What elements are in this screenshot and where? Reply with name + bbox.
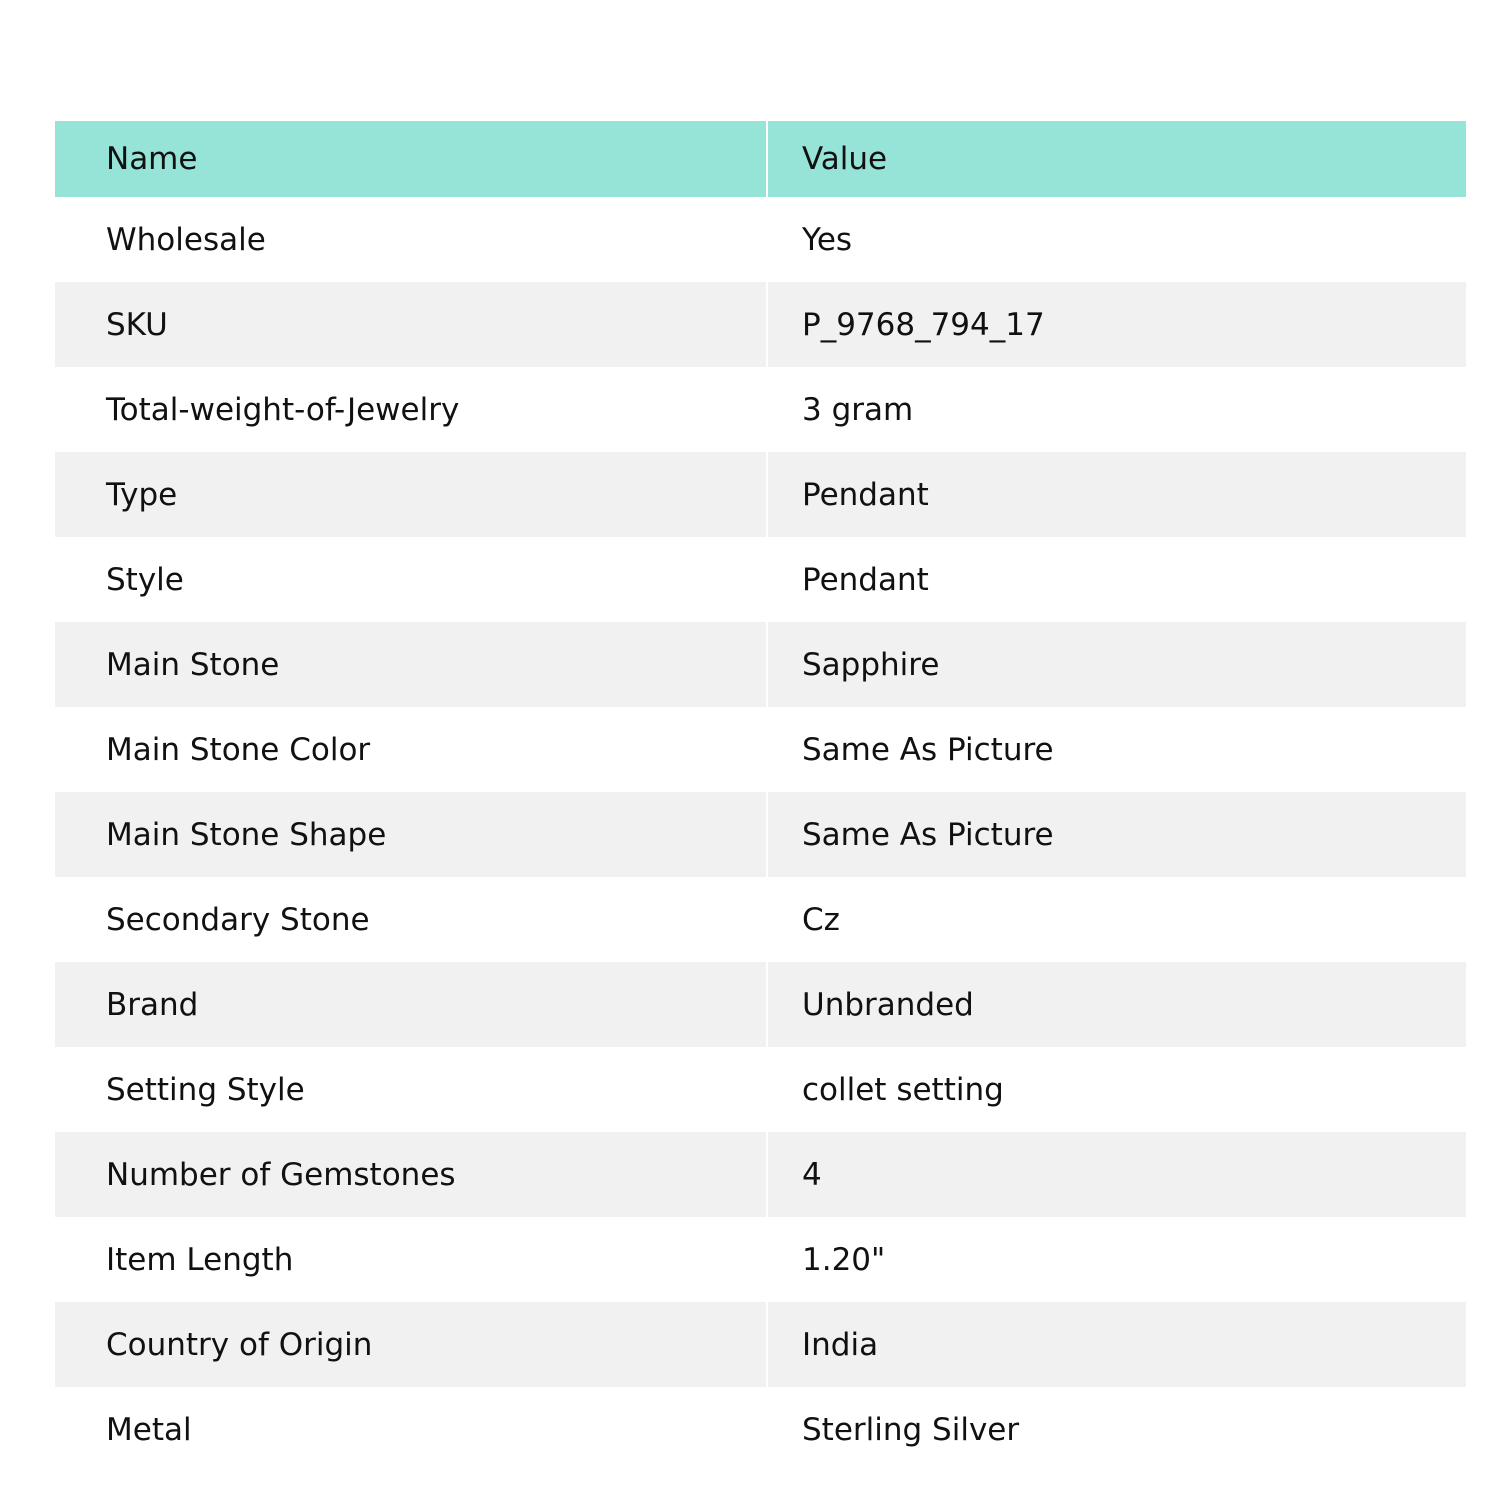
row-value-cell: 4 — [768, 1132, 1466, 1217]
row-value-cell: Sapphire — [768, 622, 1466, 707]
row-value-cell: Yes — [802, 221, 853, 258]
row-value-cell: 1.20" — [802, 1241, 886, 1278]
table-row — [55, 367, 1466, 452]
table-row — [55, 1047, 1466, 1132]
table-row — [55, 1302, 1466, 1387]
row-name-cell: Country of Origin — [55, 1302, 766, 1387]
row-value-cell: Pendant — [802, 561, 929, 598]
row-name-cell: Wholesale — [106, 221, 266, 258]
row-value-cell: Same As Picture — [802, 731, 1054, 768]
table-row — [55, 1217, 1466, 1302]
row-value-cell: Unbranded — [768, 962, 1466, 1047]
row-value-cell: P_9768_794_17 — [768, 282, 1466, 367]
row-value-cell: Sterling Silver — [802, 1411, 1020, 1448]
row-name-cell: Main Stone Color — [106, 731, 371, 768]
row-name-cell: Main Stone — [55, 622, 766, 707]
row-name-cell: Secondary Stone — [106, 901, 370, 938]
row-value-cell: collet setting — [802, 1071, 1004, 1108]
table-row — [55, 707, 1466, 792]
row-value-cell: Same As Picture — [768, 792, 1466, 877]
table-header-row — [55, 121, 1466, 197]
table-row — [55, 877, 1466, 962]
table-row — [55, 452, 1466, 537]
table-row — [55, 537, 1466, 622]
row-name-cell: Main Stone Shape — [55, 792, 766, 877]
row-name-cell: Total-weight-of-Jewelry — [106, 391, 460, 428]
row-value-cell: Cz — [802, 901, 840, 938]
row-name-cell: Number of Gemstones — [55, 1132, 766, 1217]
table-row — [55, 622, 1466, 707]
table-row — [55, 962, 1466, 1047]
row-name-cell: Style — [106, 561, 184, 598]
row-value-cell: Pendant — [768, 452, 1466, 537]
name-column-header: Name — [55, 121, 766, 197]
row-name-cell: SKU — [55, 282, 766, 367]
row-value-cell: 3 gram — [802, 391, 914, 428]
row-name-cell: Metal — [106, 1411, 192, 1448]
table-row — [55, 1132, 1466, 1217]
row-name-cell: Setting Style — [106, 1071, 305, 1108]
row-name-cell: Brand — [55, 962, 766, 1047]
row-value-cell: India — [768, 1302, 1466, 1387]
value-column-header: Value — [768, 121, 1466, 197]
row-name-cell: Type — [55, 452, 766, 537]
table-row — [55, 1387, 1466, 1472]
specifications-table — [55, 121, 1466, 1472]
table-row — [55, 792, 1466, 877]
row-name-cell: Item Length — [106, 1241, 294, 1278]
table-row — [55, 197, 1466, 282]
table-row — [55, 282, 1466, 367]
